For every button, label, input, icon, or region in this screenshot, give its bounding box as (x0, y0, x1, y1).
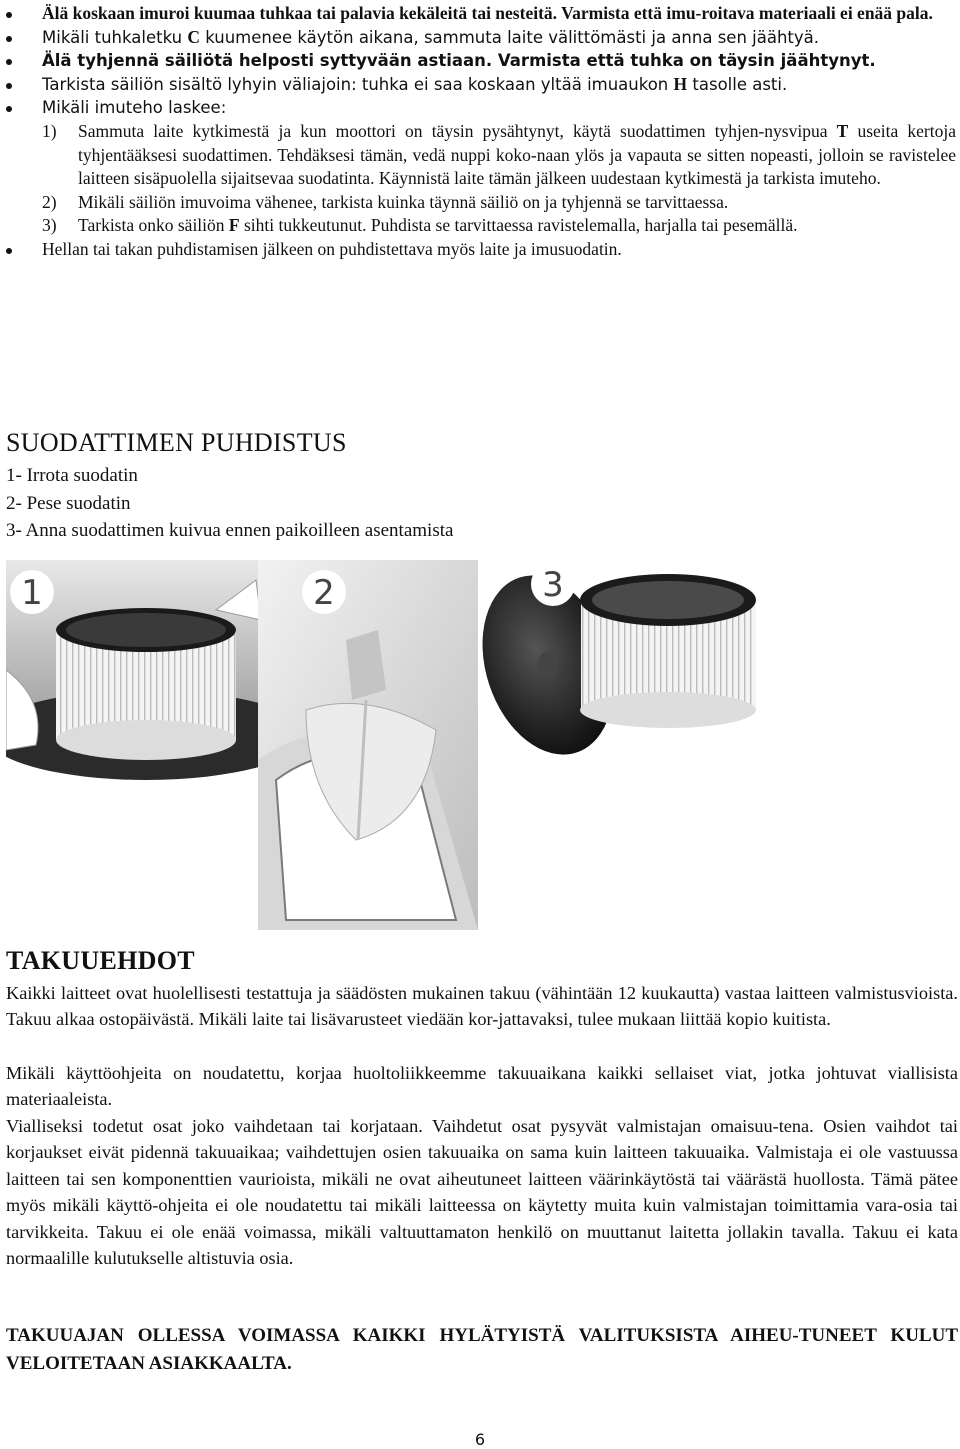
bullet-item (6, 2, 956, 26)
filter-step: 1- Irrota suodatin (6, 465, 138, 486)
filter-photos (6, 560, 960, 930)
sublist-text: Sammuta laite kytkimestä ja kun moottori on täysin pysähtynyt, käytä suodattimen tyhjen-nysvipua (78, 120, 837, 141)
sublist-text-strong: T (836, 120, 849, 141)
bullet-text: Älä koskaan imuroi kuumaa tuhkaa tai palavia kekäleitä tai nesteitä. Varmista että imu-roitava materiaali ei enää pala. (42, 3, 933, 23)
photo-label: 2 (313, 573, 335, 613)
safety-bullet-list (6, 2, 956, 262)
warranty-notice: TAKUUAJAN OLLESSA VOIMASSA KAIKKI HYLÄTYISTÄ VALITUKSISTA AIHEU-TUNEET KULUT VELOITETAAN ASIAKKAALTA. (6, 1325, 958, 1374)
filter-cleaning-heading: SUODATTIMEN PUHDISTUS (6, 428, 347, 457)
bullet-text: Älä tyhjennä säiliötä helposti syttyvään astiaan. Varmista että tuhka on täysin jäähtynyt. (42, 51, 876, 71)
bullet-dot (6, 12, 12, 18)
bullet-text: Hellan tai takan puhdistamisen jälkeen on puhdistettava myös laite ja imusuodatin. (42, 238, 622, 259)
sublist-text: Tarkista onko säiliön (78, 215, 229, 236)
bullet-text: Mikäli imuteho laskee: (42, 98, 227, 118)
bullet-dot (6, 106, 12, 112)
bullet-dot (6, 83, 12, 89)
bullet-item (6, 26, 956, 50)
bullet-dot (6, 248, 12, 254)
bullet-text: Mikäli tuhkaletku (42, 27, 188, 47)
bullet-dot (6, 59, 12, 65)
bullet-item (6, 73, 956, 97)
warranty-heading: TAKUUEHDOT (6, 946, 195, 975)
sublist-text: useita kertoja tyhjentääksesi suodattimen. Tehdäksesi tämän, vedä nuppi koko-naan ylös ja vapauta se sitten nopeasti, jolloin se ravistelee laitteen sisäpuolella sijaitsevaa suodatinta. Käynnistä laite tämän jälkeen uudestaan kytkimestä ja tarkista imuteho. (78, 120, 956, 189)
bullet-text: Tarkista säiliön sisältö lyhyin väliajoin: tuhka ei saa koskaan yltää imuaukon (42, 74, 674, 94)
suction-sublist (42, 120, 956, 238)
bullet-dot (6, 36, 12, 42)
sublist-number: 2) (42, 191, 57, 212)
filter-photos-illustration (6, 560, 960, 930)
sublist-text: sihti tukkeutunut. Puhdista se tarvittaessa ravistelemalla, harjalla tai pesemällä. (239, 215, 798, 236)
bullet-text-strong: C (187, 26, 200, 47)
sublist-text: Mikäli säiliön imuvoima vähenee, tarkista kuinka täynnä säiliö on ja tyhjennä se tarvittaessa. (78, 191, 729, 212)
photo-label: 1 (21, 573, 43, 613)
sublist-text-strong: F (228, 215, 240, 236)
photo-label: 3 (542, 565, 564, 605)
warranty-paragraph: Kaikki laitteet ovat huolellisesti testattuja ja säädösten mukainen takuu (vähintään 12 kuukautta) vastaa laitteen valmistusvioista. Takuu alkaa ostopäivästä. Mikäli laite tai lisävarusteet viedään kor-jattavaksi, tulee mukaan liittää kopio kuitista. (6, 983, 958, 1030)
sublist-item (42, 120, 956, 191)
photo-step-2 (258, 560, 478, 930)
bullet-item (6, 238, 956, 262)
filter-step: 3- Anna suodattimen kuivua ennen paikoilleen asentamista (6, 520, 454, 541)
bullet-text: tasolle asti. (687, 74, 788, 94)
bullet-item (6, 49, 956, 73)
bullet-item (6, 96, 956, 238)
page-number: 6 (474, 1430, 486, 1449)
warranty-paragraph: Vialliseksi todetut osat joko vaihdetaan tai korjataan. Vaihdetut osat pysyvät valmistajan omaisuu-tena. Osien vaihdot tai korjaukset eivät pidennä takuuaikaa; vaihdettujen osien takuuaika on sama kuin laitteen takuuaika. Valmistaja ei ole vastuussa laitteen tai sen komponenttien vaurioista, mikäli ne ovat aiheutuneet laitteen väärinkäytöstä tai väärästä huollosta. Tämä pätee myös mikäli käyttö-ohjeita ei ole noudatettu tai mikäli laitteessa on käytetty muita kuin valmistajan toimittamia vara-osia tai tarvikkeita. Takuu ei ole enää voimassa, mikäli valtuuttamaton henkilö on muuttanut laitetta jollakin tavalla. Takuu ei kata normaalille kulutukselle altistuvia osia. (6, 1116, 958, 1269)
sublist-number: 1) (42, 120, 57, 141)
sublist-number: 3) (42, 215, 57, 236)
filter-step: 2- Pese suodatin (6, 492, 131, 514)
sublist-item (42, 191, 956, 215)
photo-step-3 (461, 560, 960, 772)
bullet-text-strong: H (673, 73, 688, 94)
warranty-paragraph: Mikäli käyttöohjeita on noudatettu, korjaa huoltoliikkeemme takuuaikana kaikki sellaiset viat, jotka johtuvat viallisista materiaaleista. (6, 1063, 958, 1110)
filter-steps-list (6, 462, 453, 545)
sublist-item (42, 214, 956, 238)
bullet-text: kuumenee käytön aikana, sammuta laite välittömästi ja anna sen jäähtyä. (199, 27, 820, 47)
